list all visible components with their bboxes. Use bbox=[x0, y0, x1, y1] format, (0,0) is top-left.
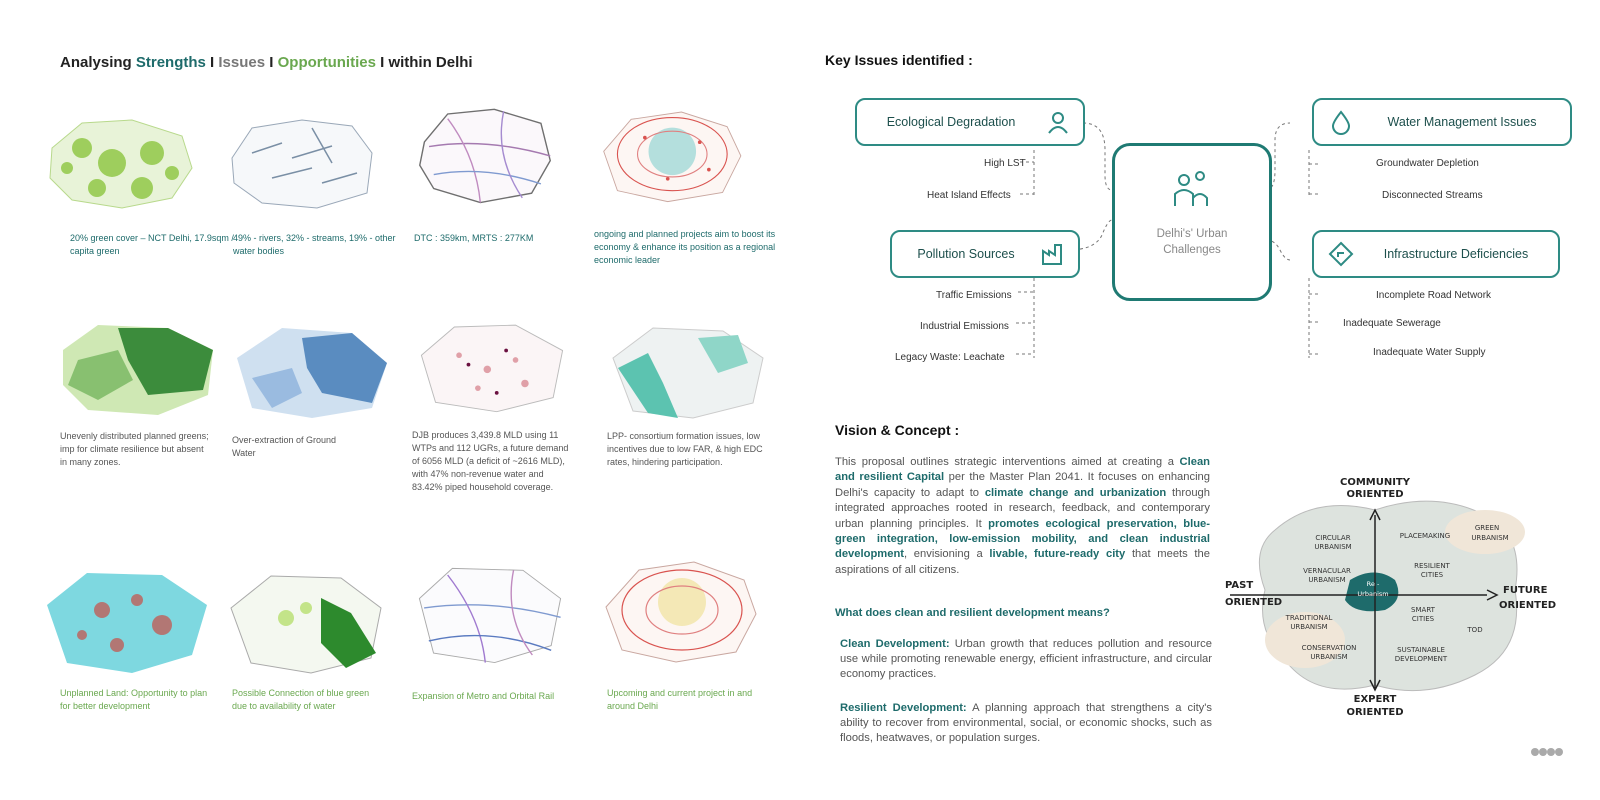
map-caption: Unevenly distributed planned greens; imp for climate resilience but absent in many zones. bbox=[60, 431, 209, 467]
key-issues-title: Key Issues identified : bbox=[825, 52, 973, 68]
road-sign-icon bbox=[1328, 241, 1354, 267]
center-line1: Delhi's' Urban bbox=[1156, 228, 1228, 240]
issue-item: Industrial Emissions bbox=[920, 321, 1009, 332]
issue-item: Disconnected Streams bbox=[1382, 190, 1483, 201]
svg-text:URBANISM: URBANISM bbox=[1314, 543, 1352, 551]
svg-text:URBANISM: URBANISM bbox=[1471, 534, 1509, 542]
planned-greens-map bbox=[58, 315, 218, 425]
svg-text:URBANISM: URBANISM bbox=[1308, 576, 1346, 584]
svg-text:VERNACULAR: VERNACULAR bbox=[1303, 567, 1351, 575]
infrastructure-label: Infrastructure Deficiencies bbox=[1383, 247, 1529, 261]
issue-item: Inadequate Sewerage bbox=[1343, 318, 1441, 329]
map-caption: ongoing and planned projects aim to boost its economy & enhance its position as a regional economic leader bbox=[594, 229, 776, 265]
unplanned-land-map bbox=[42, 565, 212, 677]
vision-question: What does clean and resilient development means? bbox=[835, 607, 1110, 619]
logo-icon bbox=[1530, 743, 1564, 757]
issue-item: Heat Island Effects bbox=[927, 190, 1011, 201]
svg-text:SMART: SMART bbox=[1411, 606, 1435, 614]
svg-text:RESILIENT: RESILIENT bbox=[1414, 562, 1450, 570]
projects-map bbox=[590, 100, 750, 210]
map-caption: Possible Connection of blue green due to availability of water bbox=[232, 688, 370, 711]
water-supply-map bbox=[412, 312, 572, 422]
svg-text:PLACEMAKING: PLACEMAKING bbox=[1399, 532, 1451, 540]
urbanism-diagram bbox=[1225, 477, 1575, 740]
svg-text:DEVELOPMENT: DEVELOPMENT bbox=[1394, 655, 1448, 663]
upcoming-projects-map bbox=[594, 552, 766, 668]
map-caption: Expansion of Metro and Orbital Rail bbox=[412, 691, 555, 701]
map-caption: LPP- consortium formation issues, low incentives due to low FAR, & high EDC rates, hindering participation. bbox=[607, 431, 763, 467]
bottom-label-1: EXPERT bbox=[1353, 694, 1397, 705]
people-icon bbox=[1170, 168, 1214, 212]
ecology-icon bbox=[1045, 109, 1071, 135]
page-title: Analysing Strengths I Issues I Opportunities I within Delhi bbox=[60, 54, 473, 71]
svg-text:CIRCULAR: CIRCULAR bbox=[1315, 534, 1351, 542]
svg-text:TRADITIONAL: TRADITIONAL bbox=[1285, 614, 1333, 622]
top-label-1: COMMUNITY bbox=[1339, 477, 1411, 488]
map-caption: Over-extraction of Ground Water bbox=[232, 435, 337, 458]
svg-text:TOD: TOD bbox=[1467, 626, 1483, 634]
right-label-1: FUTURE bbox=[1503, 585, 1548, 596]
transport-network-map bbox=[405, 100, 565, 210]
left-label-2: ORIENTED bbox=[1225, 597, 1283, 608]
infrastructure-box bbox=[1312, 230, 1560, 278]
ecological-degradation-label: Ecological Degradation bbox=[886, 115, 1016, 129]
issue-item: Legacy Waste: Leachate bbox=[895, 352, 1005, 363]
water-bodies-map bbox=[222, 108, 382, 218]
bottom-label-2: ORIENTED bbox=[1346, 707, 1404, 718]
vision-paragraph: This proposal outlines strategic interventions aimed at creating a Clean and resilient Capital per the Master Plan 2041. It focuses on enhancing Delhi's capacity to adapt to climate change and urbanization through integrated approaches rooted in research, feedback, and contemporary urban planning principles. It promotes ecological preservation, blue-green integration, low-emission mobility, and clean industrial development, envisioning a livable, future-ready city that meets the aspirations of all citizens. bbox=[835, 456, 1211, 576]
issue-item: Incomplete Road Network bbox=[1376, 290, 1492, 301]
vision-title: Vision & Concept : bbox=[835, 422, 960, 438]
metro-rail-map bbox=[410, 560, 570, 670]
svg-text:CITIES: CITIES bbox=[1411, 615, 1435, 623]
blue-green-map bbox=[226, 568, 386, 678]
water-drop-icon bbox=[1328, 109, 1354, 135]
map-caption: DJB produces 3,439.8 MLD using 11 WTPs and 112 UGRs, a future demand of 6056 MLD (a deficit of ~2616 MLD), with 47% non-revenue water and 83.42% piped household coverage. bbox=[412, 430, 569, 492]
pollution-sources-box bbox=[890, 230, 1080, 278]
map-caption: 20% green cover – NCT Delhi, 17.9sqm / capita green bbox=[70, 233, 234, 256]
top-label-2: ORIENTED bbox=[1346, 489, 1404, 500]
right-label-2: ORIENTED bbox=[1499, 600, 1557, 611]
urban-challenges-hub bbox=[1112, 143, 1272, 301]
factory-icon bbox=[1040, 241, 1066, 267]
issue-item: High LST bbox=[984, 158, 1026, 169]
map-caption: DTC : 359km, MRTS : 277KM bbox=[414, 233, 534, 243]
issue-item: Groundwater Depletion bbox=[1376, 158, 1479, 169]
issue-item: Inadequate Water Supply bbox=[1373, 347, 1486, 358]
ecological-degradation-box bbox=[855, 98, 1085, 146]
svg-text:GREEN: GREEN bbox=[1474, 524, 1500, 532]
pollution-sources-label: Pollution Sources bbox=[917, 247, 1015, 261]
issue-item: Traffic Emissions bbox=[936, 290, 1012, 301]
map-caption: Unplanned Land: Opportunity to plan for better development bbox=[60, 688, 208, 711]
groundwater-map bbox=[232, 318, 392, 428]
center-line2: Challenges bbox=[1163, 244, 1221, 256]
land-pooling-map bbox=[608, 318, 768, 428]
svg-text:CONSERVATION: CONSERVATION bbox=[1301, 644, 1357, 652]
clean-development: Clean Development: Urban growth that reduces pollution and resource use while promoting renewable energy, efficient infrastructure, and circular economy practices. bbox=[840, 638, 1212, 680]
map-caption: Upcoming and current project in and around Delhi bbox=[607, 688, 753, 711]
green-cover-map bbox=[42, 108, 202, 218]
water-management-label: Water Management Issues bbox=[1387, 115, 1537, 129]
resilient-development: Resilient Development: A planning approach that strengthens a city's ability to recover from environmental, social, or economic shocks, such as floods, heatwaves, or population surges. bbox=[840, 702, 1212, 744]
center-label-2: Urbanism bbox=[1357, 590, 1389, 598]
svg-text:SUSTAINABLE: SUSTAINABLE bbox=[1397, 646, 1445, 654]
svg-text:URBANISM: URBANISM bbox=[1290, 623, 1328, 631]
center-label-1: Re - bbox=[1366, 580, 1380, 588]
water-management-box bbox=[1312, 98, 1572, 146]
map-caption: 49% - rivers, 32% - streams, 19% - other water bodies bbox=[233, 233, 396, 256]
svg-text:CITIES: CITIES bbox=[1420, 571, 1444, 579]
svg-text:URBANISM: URBANISM bbox=[1310, 653, 1348, 661]
left-label-1: PAST bbox=[1225, 580, 1254, 591]
